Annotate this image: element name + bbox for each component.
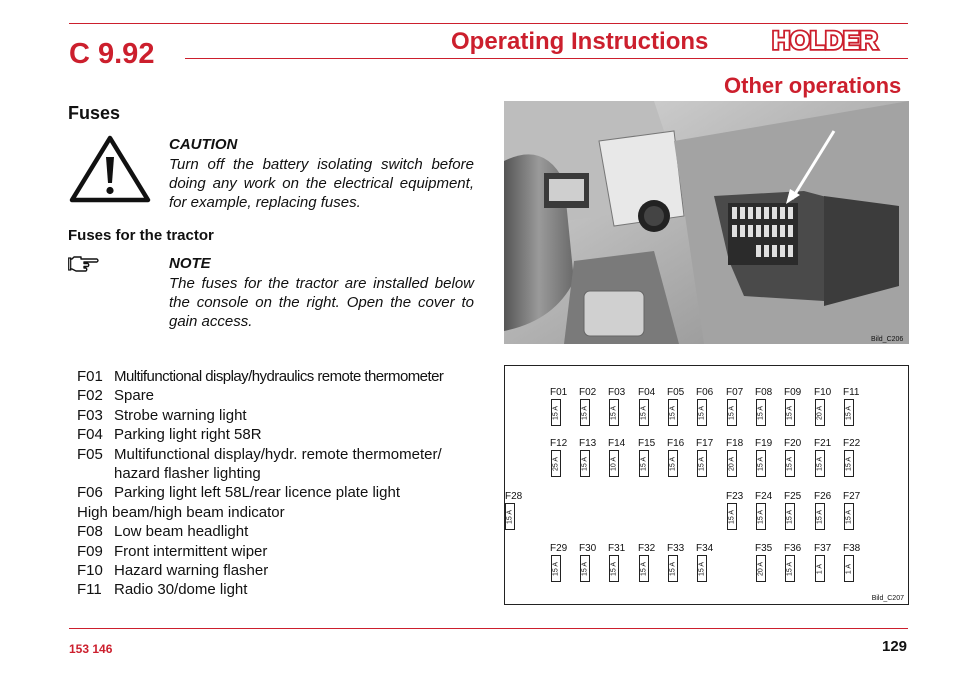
fuse-slot [609, 555, 619, 582]
fuse-slot [580, 399, 590, 426]
fuse-slot [727, 503, 737, 530]
fuse-rating: 15 A [816, 456, 824, 471]
fuse-rating: 20 A [757, 561, 765, 576]
fuse-rating: 15 A [506, 509, 514, 524]
fuse-rating: 15 A [786, 405, 794, 420]
fuse-description: Low beam headlight [114, 523, 249, 541]
fuse-rating: 15 A [845, 456, 853, 471]
fuse-label: F33 [667, 543, 685, 554]
fuse-slot [756, 399, 766, 426]
fuse-slot [505, 503, 515, 530]
fuse-rating: 15 A [786, 561, 794, 576]
document-number: 153 146 [69, 642, 113, 656]
fuse-label: F11 [843, 387, 860, 398]
fuse-label: F10 [814, 387, 832, 398]
fuse-rating: 15 A [581, 561, 589, 576]
fuse-label: F14 [608, 438, 626, 449]
fuse-slot [844, 555, 854, 582]
fuse-slot [844, 399, 854, 426]
fuse-label: F18 [726, 438, 744, 449]
heading-fuses: Fuses [68, 103, 121, 123]
fuse-label: F31 [608, 543, 626, 554]
fuse-slot [815, 450, 825, 477]
fuse-label: F28 [505, 491, 523, 502]
fuse-label: F26 [814, 491, 832, 502]
fuse-label: F29 [550, 543, 568, 554]
fuse-rating: 10 A [610, 456, 618, 471]
fuse-slot [668, 450, 678, 477]
fuse-slot [756, 503, 766, 530]
fuse-code: F04 [77, 426, 103, 444]
fuse-slot [785, 555, 795, 582]
fuse-label: F36 [784, 543, 802, 554]
fuse-label: F38 [843, 543, 861, 554]
fuse-rating: 15 A [640, 405, 648, 420]
fuse-label: F15 [638, 438, 656, 449]
fuse-slot [697, 399, 707, 426]
fuse-slot [668, 555, 678, 582]
document-title: Operating Instructions [451, 28, 709, 55]
fuse-rating: 15 A [816, 509, 824, 524]
model-number: C 9.92 [69, 38, 155, 70]
fuse-list-item [77, 445, 477, 484]
fuse-list-item [77, 561, 477, 580]
fuse-slot [756, 450, 766, 477]
fuse-slot [551, 555, 561, 582]
fuse-rating: 15 A [669, 561, 677, 576]
fuse-list-item [77, 542, 477, 561]
fuse-slot [551, 450, 561, 477]
fuse-rating: 20 A [728, 456, 736, 471]
fuse-label: F13 [579, 438, 597, 449]
fuse-description: Parking light right 58R [114, 426, 262, 444]
fuse-list-item [77, 406, 477, 425]
fuse-rating: 15 A [757, 405, 765, 420]
fuse-slot [785, 503, 795, 530]
fuse-rating: 1 A [816, 563, 824, 574]
fuse-list-item [77, 503, 477, 522]
fuse-description: Front intermittent wiper [114, 542, 268, 560]
fuse-rating: 15 A [640, 561, 648, 576]
fuse-label: F27 [843, 491, 861, 502]
warning-triangle-icon [68, 133, 152, 205]
fuse-slot [815, 555, 825, 582]
fuse-label: F08 [755, 387, 773, 398]
fuse-rating: 15 A [786, 456, 794, 471]
fuse-label: F32 [638, 543, 656, 554]
caution-label: CAUTION [169, 136, 238, 153]
fuse-code: F09 [77, 542, 103, 560]
fuse-slot [727, 399, 737, 426]
fuse-label: F20 [784, 438, 802, 449]
fuse-label: F01 [550, 387, 568, 398]
diagram-caption: Bild_C207 [871, 595, 904, 602]
fuse-code: F01 [77, 368, 103, 385]
fuse-slot [668, 399, 678, 426]
fuse-rating: 15 A [698, 405, 706, 420]
fuse-description: Radio 30/dome light [114, 581, 248, 599]
fuse-rating: 15 A [581, 405, 589, 420]
fuse-label: F34 [696, 543, 714, 554]
fuse-description: Strobe warning light [114, 406, 247, 424]
fuse-slot [785, 399, 795, 426]
fuse-label: F12 [550, 438, 568, 449]
fuse-rating: 15 A [669, 456, 677, 471]
fuse-label: F35 [755, 543, 773, 554]
fuse-rating: 15 A [552, 405, 560, 420]
fuse-code: F05 [77, 445, 103, 463]
caution-text: Turn off the battery isolating switch before doing any work on the electrical equipment, for example, replacing fuses. [169, 156, 474, 211]
fuse-code: F03 [77, 406, 103, 424]
fuse-label: F05 [667, 387, 685, 398]
pointing-hand-icon [68, 254, 100, 274]
holder-logo [748, 28, 903, 52]
fuse-slot [639, 555, 649, 582]
subheading-tractor-fuses: Fuses for the tractor [68, 227, 214, 244]
fuse-code: F08 [77, 523, 103, 541]
fuse-list-item [77, 580, 477, 599]
fuse-slot [609, 399, 619, 426]
fuse-list [77, 367, 477, 600]
fuse-rating: 1 A [845, 563, 853, 574]
fuse-rating: 15 A [669, 405, 677, 420]
fuse-description: Hazard warning flasher [114, 562, 269, 580]
fuse-slot [844, 450, 854, 477]
fuse-slot [785, 450, 795, 477]
fuse-label: F19 [755, 438, 773, 449]
fuse-rating: 15 A [640, 456, 648, 471]
fuse-slot [551, 399, 561, 426]
fuse-rating: 15 A [728, 405, 736, 420]
fuse-label: F37 [814, 543, 832, 554]
fuse-label: F03 [608, 387, 626, 398]
fuse-rating: 15 A [698, 561, 706, 576]
fuse-slot [697, 555, 707, 582]
fuse-rating: 15 A [728, 509, 736, 524]
photo-caption: Bild_C206 [871, 336, 904, 343]
footer-rule [69, 628, 908, 629]
header-rule [185, 58, 908, 59]
fuse-rating: 15 A [552, 561, 560, 576]
fuse-list-item [77, 483, 477, 502]
fuse-label: F25 [784, 491, 802, 502]
fuse-slot [844, 503, 854, 530]
fuse-rating: 15 A [581, 456, 589, 471]
fuse-label: F16 [667, 438, 685, 449]
fuse-label: F24 [755, 491, 773, 502]
fuse-slot [697, 450, 707, 477]
brand-wordmark: HOLDER [772, 28, 878, 52]
fuse-list-item [77, 522, 477, 541]
fuse-description: Parking light left 58L/rear licence plate light [114, 484, 400, 502]
fuse-rating: 20 A [816, 405, 824, 420]
fuse-description: Spare [114, 387, 155, 405]
fuse-code: F02 [77, 387, 103, 405]
fuse-slot [609, 450, 619, 477]
fuse-label: F04 [638, 387, 656, 398]
fuse-list-item [77, 425, 477, 444]
top-rule [69, 23, 908, 24]
fuse-label: F09 [784, 387, 802, 398]
fuse-list-item [77, 367, 477, 386]
fuse-code: F10 [77, 562, 103, 580]
fuse-slot [756, 555, 766, 582]
page-number: 129 [882, 638, 908, 655]
note-label: NOTE [169, 255, 211, 272]
fuse-code: F06 [77, 484, 103, 502]
fuse-rating: 15 A [610, 561, 618, 576]
fuse-label: F30 [579, 543, 597, 554]
fuse-rating: 15 A [757, 456, 765, 471]
fuse-rating: 15 A [698, 456, 706, 471]
fuse-description: Multifunctional display/hydraulics remote thermometer [114, 368, 444, 385]
fuse-rating: 15 A [757, 509, 765, 524]
fuse-slot [727, 450, 737, 477]
section-title: Other operations [724, 73, 902, 98]
fuse-slot [639, 399, 649, 426]
note-text: The fuses for the tractor are installed below the console on the right. Open the cover to gain access. [169, 275, 474, 330]
fuse-description: High beam/high beam indicator [77, 503, 285, 521]
fuse-label: F17 [696, 438, 714, 449]
fuse-location-photo [504, 101, 909, 344]
fuse-slot [580, 555, 590, 582]
fuse-slot [580, 450, 590, 477]
fuse-diagram [504, 365, 909, 605]
fuse-rating: 15 A [845, 405, 853, 420]
fuse-label: F06 [696, 387, 714, 398]
fuse-rating: 25 A [552, 456, 560, 471]
fuse-slot [815, 503, 825, 530]
fuse-rating: 15 A [610, 405, 618, 420]
fuse-rating: 15 A [845, 509, 853, 524]
fuse-label: F23 [726, 491, 744, 502]
fuse-code: F11 [77, 581, 102, 599]
fuse-label: F22 [843, 438, 861, 449]
fuse-description: Multifunctional display/hydr. remote thermometer/ hazard flasher lighting [114, 445, 442, 483]
fuse-slot [815, 399, 825, 426]
fuse-label: F21 [814, 438, 832, 449]
fuse-label: F02 [579, 387, 597, 398]
fuse-label: F07 [726, 387, 744, 398]
fuse-rating: 15 A [786, 509, 794, 524]
fuse-list-item [77, 386, 477, 405]
fuse-slot [639, 450, 649, 477]
